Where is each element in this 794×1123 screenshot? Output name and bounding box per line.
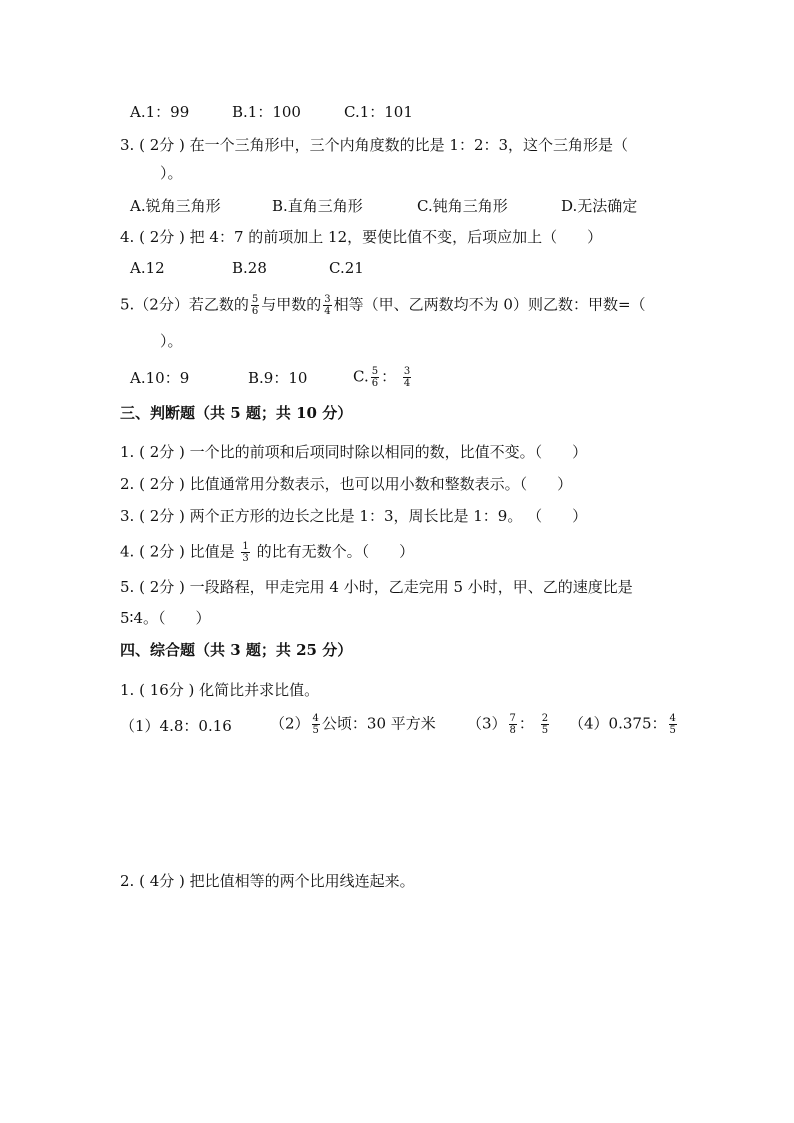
section4-q2-text: 2. ( 4分 ) 把比值相等的两个比用线连起来。	[120, 872, 415, 890]
q4-option-c: C.21	[329, 259, 364, 277]
q3-option-b: B.直角三角形	[272, 197, 363, 215]
q5-option-c-fraction-3-4: $\frac{3}{4}$	[403, 366, 411, 389]
section3-title: 三、判断题（共 5 题；共 10 分）	[120, 404, 353, 422]
q2-option-c: C.1：101	[344, 103, 413, 121]
section4-q1-part-2: （2） $\frac{4}{5}$ 公顷：30 平方米	[270, 713, 436, 736]
q2-option-b: B.1：100	[232, 103, 301, 121]
q3-option-a: A.锐角三角形	[130, 197, 221, 215]
q3-text: 3. ( 2分 ) 在一个三角形中，三个内角度数的比是 1：2：3，这个三角形是（	[120, 136, 629, 154]
section3-item-4: 4. ( 2分 ) 比值是 $\frac{1}{3}$ 的比有无数个。（ ）	[120, 541, 415, 564]
q5-fraction-5-6: $\frac{5}{6}$	[251, 294, 259, 317]
section4-q1-part-4: （4）0.375： $\frac{4}{5}$	[569, 713, 676, 736]
q3-option-c: C.钝角三角形	[417, 197, 508, 215]
section4-title: 四、综合题（共 3 题；共 25 分）	[120, 641, 353, 659]
q5-text-continued: ）。	[160, 332, 183, 350]
section3-item-2: 2. ( 2分 ) 比值通常用分数表示，也可以用小数和整数表示。（ ）	[120, 475, 573, 493]
q5-option-a: A.10：9	[130, 369, 190, 387]
q5-fraction-3-4: $\frac{3}{4}$	[324, 294, 331, 317]
part3-fraction-2-5: $\frac{2}{5}$	[541, 713, 549, 736]
q5-option-c-fraction-5-6: $\frac{5}{6}$	[371, 366, 379, 389]
q5-option-c: C. $\frac{5}{6}$ ： $\frac{3}{4}$	[353, 366, 411, 389]
q5-text	[120, 294, 646, 317]
part4-fraction-4-5: $\frac{4}{5}$	[669, 713, 676, 736]
section4-q1-text: 1. ( 16分 ) 化简比并求比值。	[120, 681, 320, 699]
section3-item4-fraction-1-3: $\frac{1}{3}$	[242, 541, 249, 564]
q4-option-b: B.28	[232, 259, 267, 277]
q4-option-a: A.12	[130, 259, 165, 277]
section4-q1-part-1: （1）4.8：0.16	[120, 717, 232, 735]
part3-fraction-7-8: $\frac{7}{8}$	[509, 713, 516, 736]
q5-text-part2: 与甲数的	[261, 295, 322, 314]
q5-text-part3: 相等（甲、乙两数均不为 0）则乙数：甲数=（	[333, 295, 646, 314]
q2-option-a: A.1：99	[130, 103, 190, 121]
q5-option-b: B.9：10	[248, 369, 308, 387]
section3-item-5: 5. ( 2分 ) 一段路程，甲走完用 4 小时，乙走完用 5 小时，甲、乙的速度比是	[120, 578, 633, 596]
section4-q1-part-3: （3） $\frac{7}{8}$ ： $\frac{2}{5}$	[467, 713, 549, 736]
section3-item-3: 3. ( 2分 ) 两个正方形的边长之比是 1：3，周长比是 1：9。 （ ）	[120, 507, 588, 525]
section3-item-1: 1. ( 2分 ) 一个比的前项和后项同时除以相同的数，比值不变。（ ）	[120, 443, 588, 461]
q5-text-part1: 5.（2分）若乙数的	[120, 295, 249, 314]
section3-item-5-continued: 5∶4。（ ）	[120, 609, 211, 627]
part2-fraction-4-5: $\frac{4}{5}$	[312, 713, 319, 736]
q3-option-d: D.无法确定	[561, 197, 638, 215]
q4-text: 4. ( 2分 ) 把 4：7 的前项加上 12，要使比值不变，后项应加上（ ）	[120, 228, 603, 246]
q3-text-continued: ）。	[160, 164, 183, 182]
